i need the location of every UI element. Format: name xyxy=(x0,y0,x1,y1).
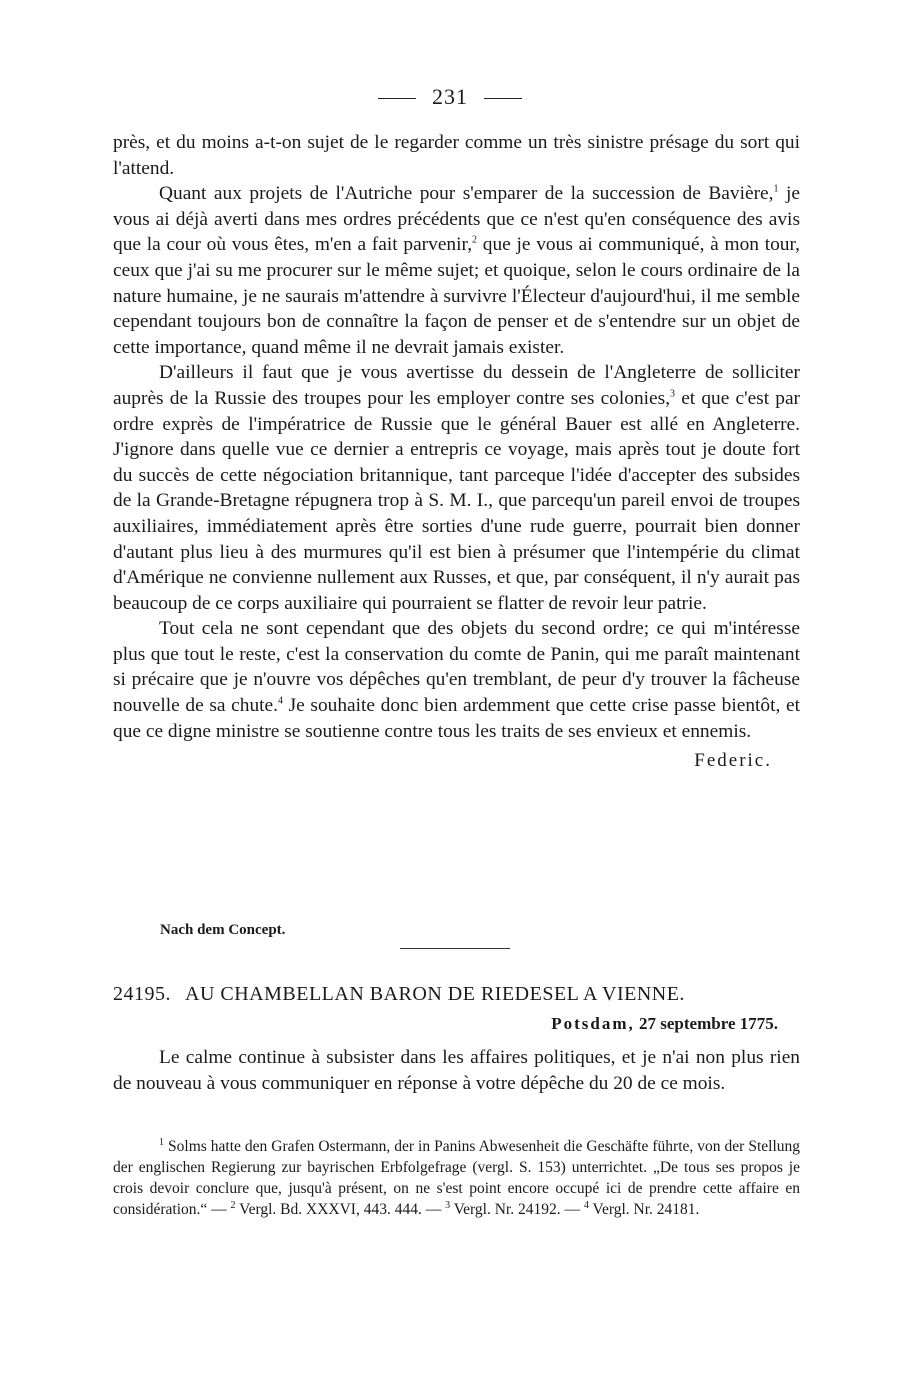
letter-title: AU CHAMBELLAN BARON DE RIEDESEL A VIENNE. xyxy=(185,983,685,1005)
footnote-marker-4: 4 xyxy=(583,1199,589,1211)
letter-place: Potsdam, xyxy=(551,1014,635,1033)
signature-row xyxy=(113,744,800,772)
footnote-ref-4: 4 xyxy=(277,695,283,707)
paragraph-1: près, et du moins a-t-on sujet de le regarder comme un très sinistre présage du sort qui l'attend. xyxy=(113,132,800,179)
header-rule-left xyxy=(378,98,416,99)
paragraph-4-text-a: Tout cela ne sont cependant que des objets du second ordre; ce qui m'intéresse plus que tout le reste, c'est la conservation du comte de Panin, qui me paraît maintenant si précaire que je n'ouvre vos dépêches qu'en tremblant, de peur d'y trouver la fâcheuse nouvelle de sa chute. xyxy=(113,618,800,717)
footnote-2: Vergl. Bd. XXXVI, 443. 444. — xyxy=(239,1201,442,1218)
letter-body xyxy=(113,1045,800,1096)
letter-dateline xyxy=(551,1014,778,1034)
footnotes xyxy=(113,1136,800,1220)
letter-heading xyxy=(113,983,803,1006)
paragraph-2 xyxy=(113,181,800,360)
letter-number: 24195. xyxy=(113,983,171,1005)
letter-body-previous xyxy=(113,130,801,772)
footnote-4: Vergl. Nr. 24181. xyxy=(592,1201,700,1218)
letter-paragraph: Le calme continue à subsister dans les affaires politiques, et je n'ai non plus rien de nouveau à vous communiquer en réponse à votre dépêche du 20 de ce mois. xyxy=(113,1047,800,1094)
paragraph-2-text-b: je vous ai déjà averti dans mes ordres précédents que ce n'est qu'en conséquence des avis que la cour où vous êtes, m'en a fait parvenir, xyxy=(113,183,800,256)
paragraph-2-text-c: que je vous ai communiqué, à mon tour, ceux que j'ai su me procurer sur le même sujet; et quoique, selon le cours ordinaire de la nature humaine, je ne saurais m'attendre à survivre l'Électeur d'aujourd'hui, il me semble cependant toujours bon de connaître la façon de penser et de s'entendre sur un objet de cette importance, quand même il ne devrait jamais exister. xyxy=(113,234,800,358)
paragraph-4-text-b: Je souhaite donc bien ardemment que cette crise passe bientôt, et que ce digne ministre se soutienne contre tous les traits de ses envieux et ennemis. xyxy=(113,695,800,742)
paragraph-3-text-b: et que c'est par ordre exprès de l'impératrice de Russie que le général Bauer est allé en Angleterre. J'ignore dans quelle vue ce dernier a entrepris ce voyage, mais après tout je doute fort du succès de cette négociation britannique, tant parceque l'idée d'accepter des subsides de la Grande-Bretagne répugnera trop à S. M. I., que parcequ'un pareil envoi de troupes auxiliaires, immédiatement après être sorties d'une rude guerre, pourrait bien donner d'autant plus lieu à des murmures qu'il est bien à présumer que l'intempérie du climat d'Amérique ne convienne nullement aux Russes, et que, par conséquent, il n'y aurait pas beaucoup de ce corps auxiliaire qui pourraient se flatter de revoir leur patrie. xyxy=(113,387,801,614)
header-rule-right xyxy=(484,98,522,99)
page-number: 231 xyxy=(432,84,468,109)
paragraph-2-text-a: Quant aux projets de l'Autriche pour s'emparer de la succession de Bavière, xyxy=(159,183,774,205)
source-note: Nach dem Concept. xyxy=(160,922,286,938)
footnote-ref-3: 3 xyxy=(670,388,676,400)
page-header xyxy=(0,84,900,110)
footnote-block xyxy=(113,1136,800,1220)
paragraph-3 xyxy=(113,360,800,616)
footnote-marker-2: 2 xyxy=(230,1199,236,1211)
footnote-3: Vergl. Nr. 24192. — xyxy=(453,1201,580,1218)
paragraph-3-text-a: D'ailleurs il faut que je vous avertisse du dessein de l'Angleterre de solliciter auprès de la Russie des troupes pour les employer contre ses colonies, xyxy=(113,362,800,409)
footnote-1: Solms hatte den Grafen Ostermann, der in Panins Abwesenheit die Geschäfte führte, von der Stellung der englischen Regierung zur bayrischen Erbfolgefrage (vergl. S. 153) unterrichtet. „De tous ses propos je crois devoir conclure que, jusqu'à présent, on ne s'est point encore occupé ici de prendre cette affaire en considération.“ — xyxy=(113,1138,801,1218)
paragraph-4 xyxy=(113,616,800,744)
footnote-marker-3: 3 xyxy=(445,1199,451,1211)
signature: Federic. xyxy=(694,750,772,772)
letter-date: 27 septembre 1775. xyxy=(639,1014,778,1033)
section-divider xyxy=(400,948,510,949)
footnote-ref-2: 2 xyxy=(472,234,478,246)
footnote-ref-1: 1 xyxy=(773,183,779,195)
footnote-marker-1: 1 xyxy=(159,1136,164,1148)
